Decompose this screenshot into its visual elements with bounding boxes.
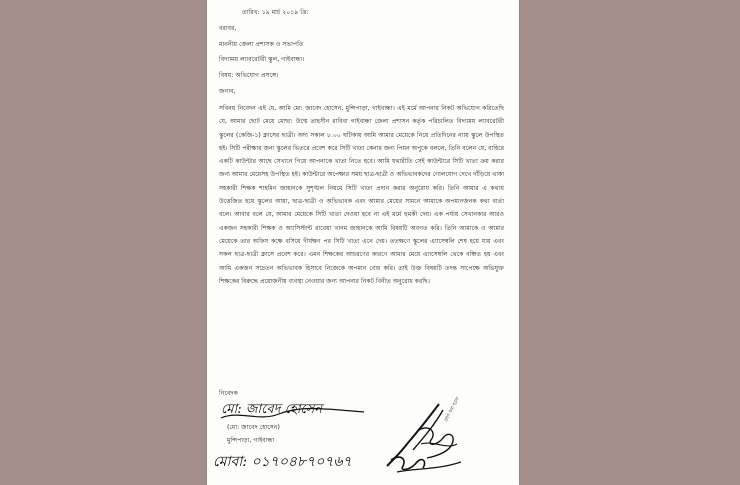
closing-label: নিবেদক (219, 390, 238, 397)
sender-address: মুন্সিপাড়া, গাইবান্ধা (227, 437, 275, 444)
letter-date: তারিখ: ১৯ মার্চ ২০১৯ খ্রি: (242, 9, 309, 16)
sender-name: (মো: জাবেদ হোসেন) (227, 424, 280, 431)
letter-body: সবিনয় নিবেদন এই যে, আমি মো: জাবেদ হোসেন, মুন্সিপাড়া, গাইবান্ধা। এই মর্মে আপনার নিকট অভিযোগ করিতেছি যে, আমার ছোট মেয়ে মোছা: উম্মে তাহসীন রাবিবা গাইবান্ধা জেলা প্রশাসন কর্তৃক পরিচালিত বিদ্যাময় ল্যাবরেটরী স্কুলের (কেজি-১) ক্লাসের ছাত্রী। অদ্য সকাল ৮.০০ ঘটিকায় আমি আমার মেয়েকে নিয়ে প্রতিদিনের ন্যায় স্কুলে উপস্থিত হই। সিটি পরীক্ষার জন্য স্কুলের ভিতরে প্রবেশ করে সিটি খাতা কেনার জন্য পিয়ন অপুকে বললে, তিনি বলেন যে, বাহিরে একটি কাউন্টার আছে সেখানে গিয়ে আপনাকে খাতা নিতে হবে। আমি যথারীতি সেই কাউন্টারে সিটি খাতা ক্রয় করার জন্য আমার মেয়েসহ উপস্থিত হই। কাউন্টারে অপেক্ষার সময় ছাত্র-ছাত্রী ও অভিভাবকদের গোলযোগ দেখে দাঁড়িয়ে থাকা সহকারী শিক্ষক শাহমিন জাহানকে সুশৃঙ্খল নিয়মে সিটি খাতা প্রদান করার অনুরোধ করি। তিনি আমার এ কথায় উত্তেজিত হয়ে স্কুলের আয়া, ছাত্র-ছাত্রী ও অভিভাবক এবং আমার মেয়ের সামনে আমাকে অপমানজনক কথা বার্তা বলে। আবার বলে যে, আমার মেয়েকে সিটি খাতা দেওয়া হবে না এই মর্মে হুমকী দেয়। এক পর্যায় সেখানকার আরও একজন সহকারী শিক্ষক ও অ্যাসিস্টান্ট রাবেয়া খানম জাহানকে আমি বিষয়টি অবগত করি। তিনি আমাকে ও আমার মেয়েকে তার অফিস কক্ষে বসিয়ে দীর্ঘক্ষণ পর সিটি খাতা এনে দেয়। ততক্ষণে স্কুলের এ্যাসেম্বলি শেষ হয়ে যায় এবং সকল ছাত্র-ছাত্রী ক্লাসে প্রবেশ করে। এমন শিক্ষকের আচরণের কারণে আমার মেয়ে এ্যাসেম্বলি থেকে বঞ্চিত হয় এবং আমি একজন সচেতন অভিভাবক হিসাবে নিজেকে অপমান বোধ করি। তাই উক্ত বিষয়টি তদন্ত সাপেক্ষে অভিযুক্ত শিক্ষকের বিরুদ্ধে প্রয়োজনীয় ব্যবস্থা নেওয়ার জন্য আপনার নিকট বিনীত অনুরোধ করছি। (219, 105, 504, 285)
salutation: জনাব, (219, 88, 236, 95)
handwritten-phone: মোবা: ০১৭০৪৮৭০৭৬৭ (213, 454, 352, 470)
stamp-text: গ্রহণ করা হলো (443, 396, 462, 423)
recipient-line-2: বিদ্যাময় ল্যাবরেটরী স্কুল, গাইবান্ধা। (219, 56, 305, 63)
to-label: বরাবর, (219, 25, 237, 32)
subject-line: বিষয়: অভিযোগ প্রসঙ্গে। (219, 72, 279, 79)
handwritten-signature: মো: জাবেদ হোসেন (221, 402, 323, 417)
signature-underline-icon (219, 398, 369, 424)
recipient-line-1: মাননীয় জেলা প্রশাসক ও সভাপতি (219, 41, 304, 48)
letter-page (207, 0, 519, 485)
